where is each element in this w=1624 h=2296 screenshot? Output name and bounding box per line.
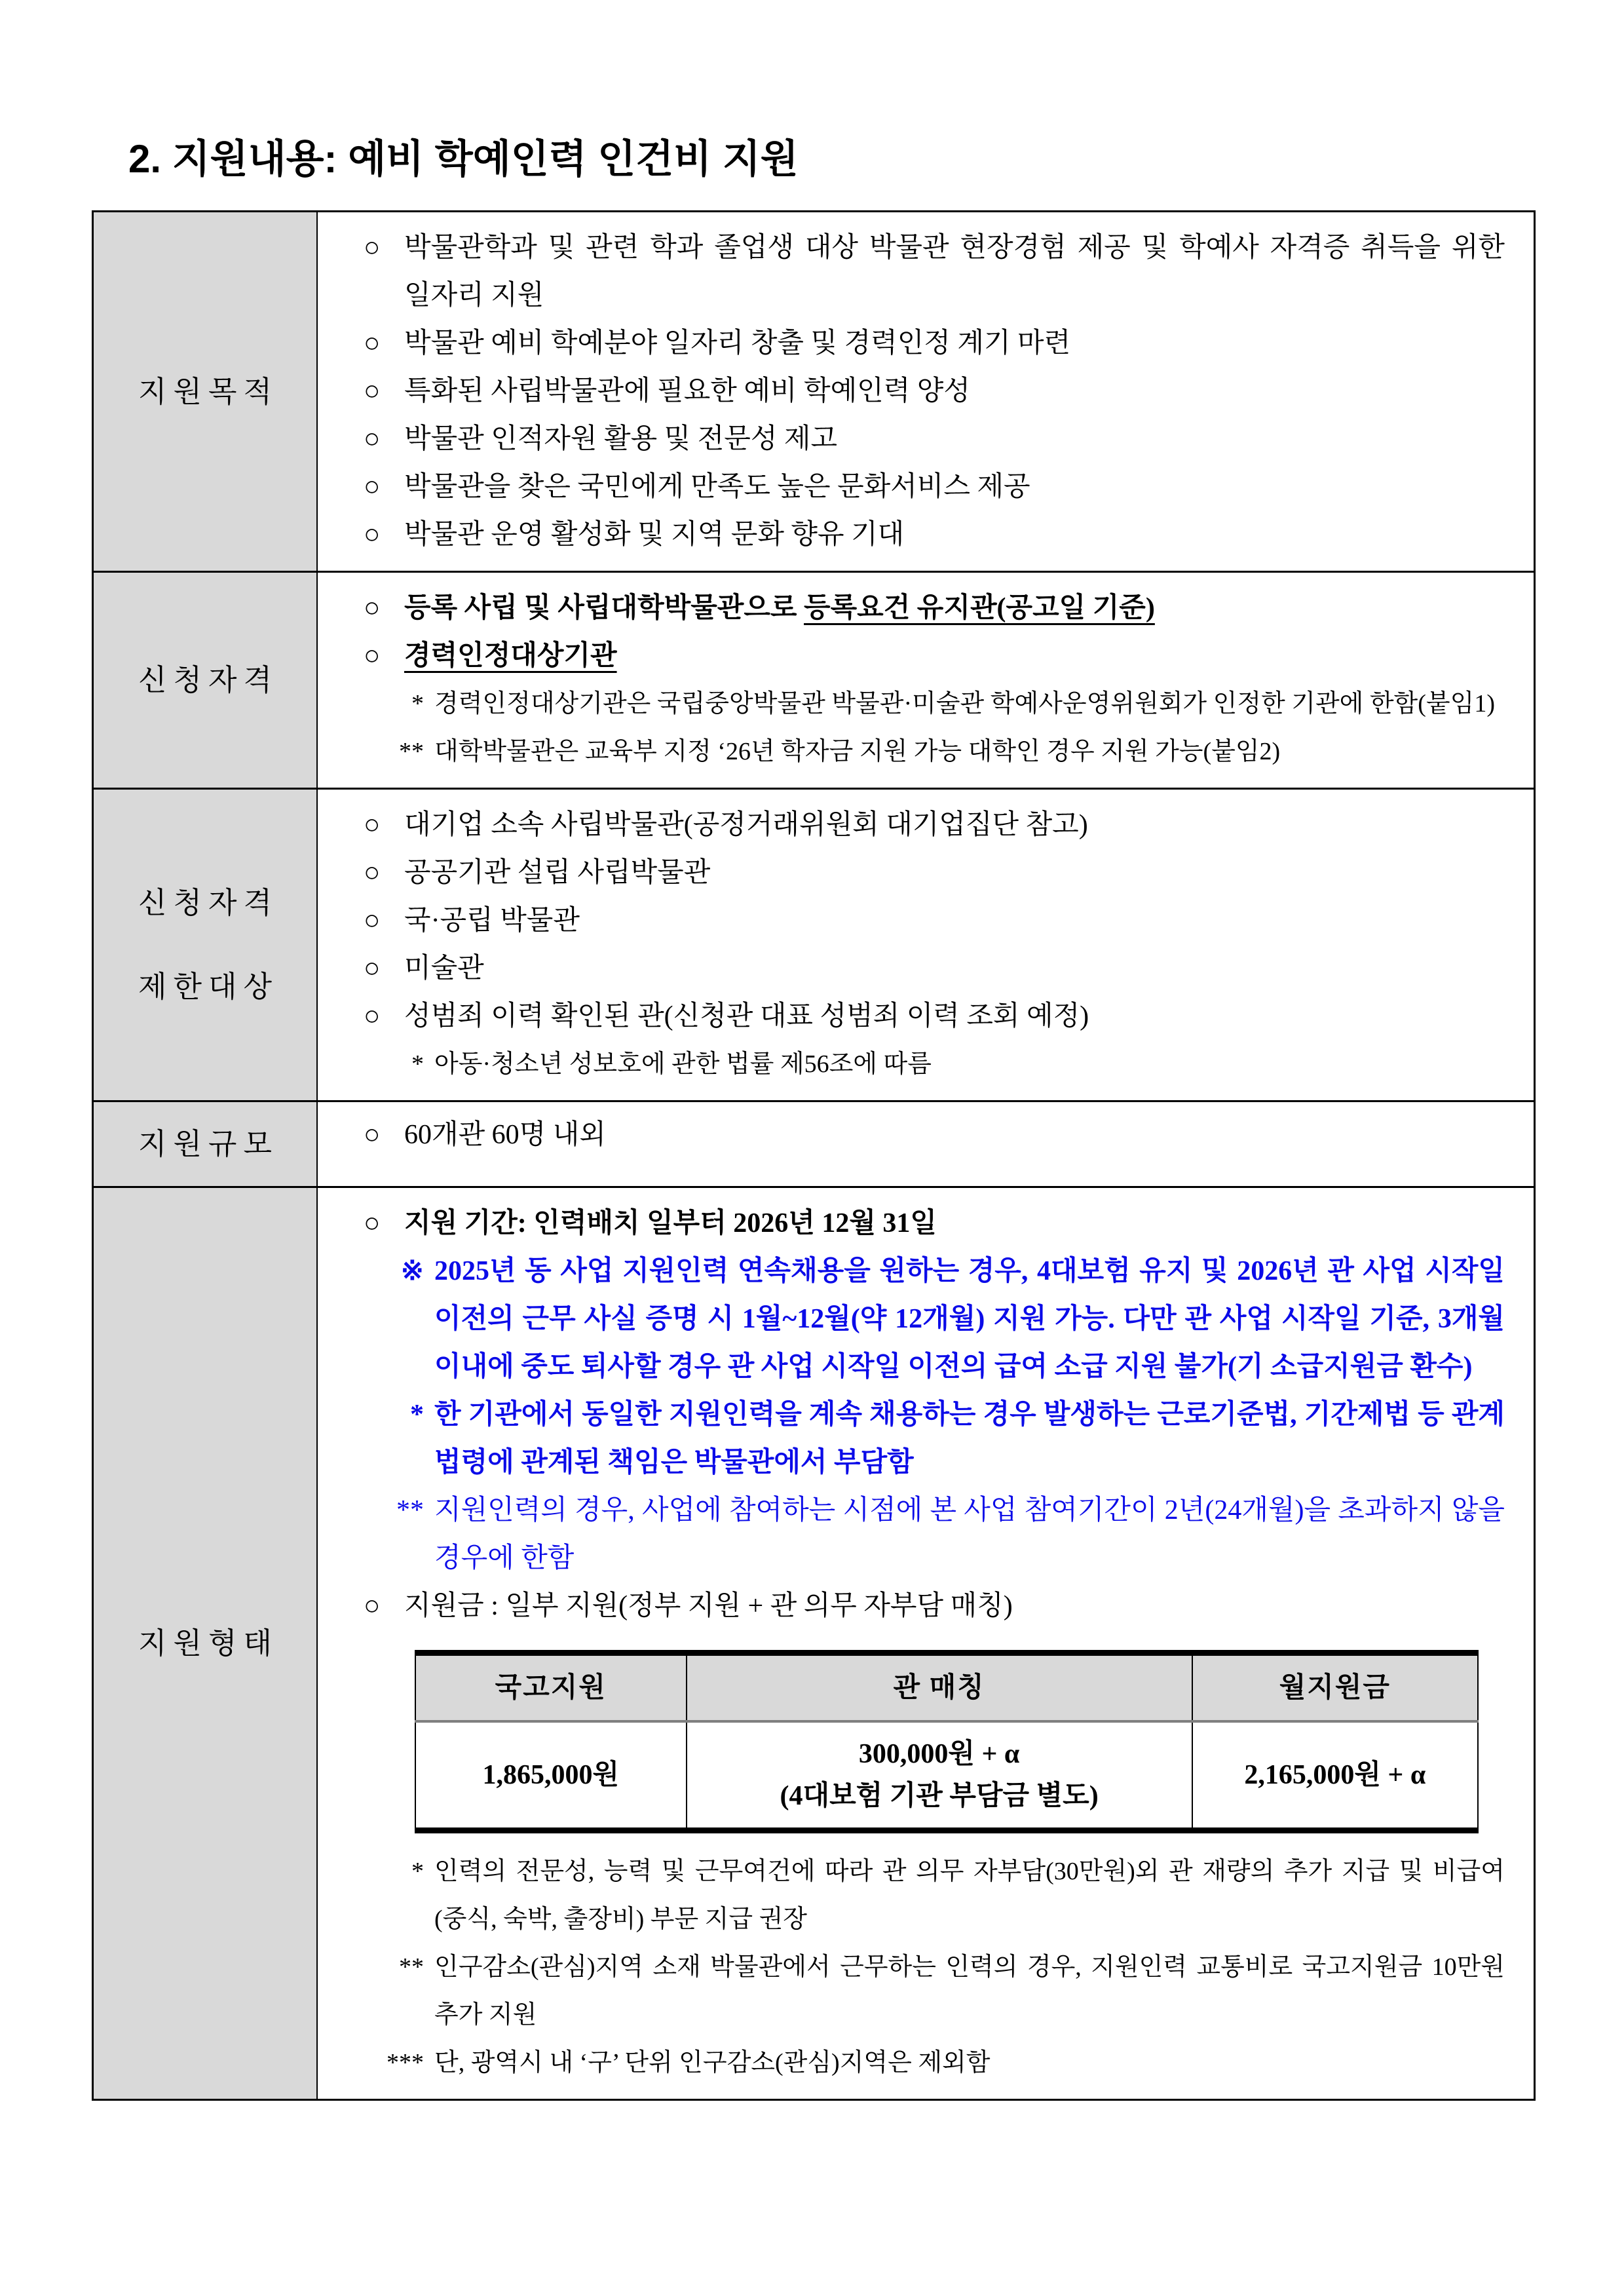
row-purpose-content xyxy=(318,212,1534,571)
list-item xyxy=(364,1200,1505,1248)
row-restriction-content xyxy=(318,790,1534,1100)
double-asterisk-marker: ** xyxy=(399,738,424,765)
asterisk-marker: * xyxy=(411,1858,424,1885)
row-restriction-label xyxy=(94,790,318,1100)
circle-bullet-marker: ○ xyxy=(364,641,381,671)
circle-bullet-marker: ○ xyxy=(364,1001,381,1031)
reference-mark: ※ xyxy=(400,1256,424,1286)
footnote-line xyxy=(364,1041,1505,1088)
asterisk-marker: * xyxy=(411,690,424,718)
matching-amount-line2: (4대보험 기관 부담금 별도) xyxy=(780,1781,1099,1811)
circle-bullet-marker: ○ xyxy=(364,953,381,984)
footnote-line xyxy=(364,2039,1505,2087)
money-table-wrapper xyxy=(415,1650,1505,1833)
list-item xyxy=(364,632,1505,680)
list-item xyxy=(364,1111,1505,1159)
list-item xyxy=(364,463,1505,511)
restriction-item-text: 대기업 소속 사립박물관(공정거래위원회 대기업집단 참고) xyxy=(404,810,1088,840)
list-item xyxy=(364,1582,1505,1630)
money-table xyxy=(415,1650,1479,1833)
footnote-line xyxy=(364,680,1505,728)
circle-bullet-marker: ○ xyxy=(364,472,381,502)
row-form-label: 지원형태 xyxy=(94,1188,318,2099)
circle-bullet-marker: ○ xyxy=(364,376,381,406)
support-info-table xyxy=(92,210,1536,2101)
circle-bullet-marker: ○ xyxy=(364,520,381,550)
purpose-item-text: 특화된 사립박물관에 필요한 예비 학예인력 양성 xyxy=(404,376,970,406)
matching-amount-line1: 300,000원 + α xyxy=(858,1739,1020,1769)
restriction-item-text: 미술관 xyxy=(404,953,484,984)
footnote-line xyxy=(364,1391,1505,1487)
footnote-line xyxy=(364,728,1505,776)
support-period-text: 지원 기간: 인력배치 일부터 2026년 12월 31일 xyxy=(404,1208,937,1238)
footnote-line xyxy=(364,1487,1505,1582)
support-money-text: 지원금 : 일부 지원(정부 지원 + 관 의무 자부담 매칭) xyxy=(404,1591,1013,1621)
double-asterisk-marker: ** xyxy=(399,1953,424,1981)
circle-bullet-marker: ○ xyxy=(364,593,381,623)
header-national-support: 국고지원 xyxy=(415,1653,687,1722)
eligibility-plain-segment: 등록 사립 및 사립대학박물관으로 xyxy=(404,593,804,623)
eligibility-underlined-segment: 등록요건 유지관(공고일 기준) xyxy=(804,593,1155,623)
reference-note-line xyxy=(364,1248,1505,1391)
header-monthly-support: 월지원금 xyxy=(1192,1653,1478,1722)
row-eligibility-label: 신청자격 xyxy=(94,573,318,788)
asterisk-marker: * xyxy=(411,1050,424,1078)
circle-bullet-marker: ○ xyxy=(364,233,381,263)
purpose-item-text: 박물관 운영 활성화 및 지역 문화 향유 기대 xyxy=(404,520,905,550)
list-item xyxy=(364,415,1505,463)
circle-bullet-marker: ○ xyxy=(364,1208,381,1238)
footnote-line xyxy=(364,1848,1505,1943)
circle-bullet-marker: ○ xyxy=(364,1120,381,1150)
purpose-item-text: 박물관 예비 학예분야 일자리 창출 및 경력인정 계기 마련 xyxy=(404,328,1071,358)
list-item xyxy=(364,993,1505,1041)
list-item xyxy=(364,801,1505,849)
list-item xyxy=(364,584,1505,632)
eligibility-item-text: 경력인정대상기관 xyxy=(404,641,617,671)
row-eligibility xyxy=(94,571,1534,788)
footnote-text: 인력의 전문성, 능력 및 근무여건에 따라 관 의무 자부담(30만원)외 관 재량의 추가 지급 및 비급여(중식, 숙박, 출장비) 부문 지급 권장 xyxy=(434,1858,1505,1933)
asterisk-marker: * xyxy=(410,1400,424,1430)
footnote-text: 한 기관에서 동일한 지원인력을 계속 채용하는 경우 발생하는 근로기준법, 기간제법 등 관계 법령에 관계된 책임은 박물관에서 부담함 xyxy=(434,1400,1505,1478)
footnote-text: 아동·청소년 성보호에 관한 법률 제56조에 따름 xyxy=(434,1050,932,1078)
footnote-text: 대학박물관은 교육부 지정 ‘26년 학자금 지원 가능 대학인 경우 지원 가능(붙임2) xyxy=(434,738,1281,765)
list-item xyxy=(364,368,1505,415)
list-item xyxy=(364,320,1505,368)
scale-item-text: 60개관 60명 내외 xyxy=(404,1120,606,1150)
circle-bullet-marker: ○ xyxy=(364,906,381,936)
restriction-item-text: 공공기관 설립 사립박물관 xyxy=(404,858,711,888)
footnote-text: 경력인정대상기관은 국립중앙박물관 박물관·미술관 학예사운영위원회가 인정한 기관에 한함(붙임1) xyxy=(434,690,1495,718)
circle-bullet-marker: ○ xyxy=(364,328,381,358)
footnote-text: 지원인력의 경우, 사업에 참여하는 시점에 본 사업 참여기간이 2년(24개월)을 초과하지 않을 경우에 한함 xyxy=(434,1495,1505,1573)
row-eligibility-content xyxy=(318,573,1534,788)
list-item xyxy=(364,945,1505,993)
row-form xyxy=(94,1186,1534,2099)
row-purpose-label: 지원목적 xyxy=(94,212,318,571)
row-scale-content xyxy=(318,1102,1534,1186)
list-item xyxy=(364,511,1505,559)
money-table-value-row xyxy=(415,1721,1478,1831)
row-purpose xyxy=(94,212,1534,571)
row-restriction-label-line2: 제한대상 xyxy=(138,970,278,1003)
list-item xyxy=(364,224,1505,320)
restriction-item-text: 성범죄 이력 확인된 관(신청관 대표 성범죄 이력 조회 예정) xyxy=(404,1001,1089,1031)
triple-asterisk-marker: *** xyxy=(387,2049,424,2076)
double-asterisk-marker: ** xyxy=(396,1495,424,1525)
row-scale xyxy=(94,1100,1534,1186)
restriction-item-text: 국·공립 박물관 xyxy=(404,906,580,936)
page-title: 2. 지원내용: 예비 학예인력 인건비 지원 xyxy=(128,137,799,181)
money-table-header-row xyxy=(415,1653,1478,1722)
reference-note-text: 2025년 동 사업 지원인력 연속채용을 원하는 경우, 4대보험 유지 및 2026년 관 사업 시작일 이전의 근무 사실 증명 시 1월~12월(약 12개월) 지원 가능. 다만 관 사업 시작일 기준, 3개월 이내에 중도 퇴사할 경우 관 사업 시작일 이전의 급여 소급 지원 불가(기 소급지원금 환수) xyxy=(434,1256,1505,1382)
circle-bullet-marker: ○ xyxy=(364,810,381,840)
row-restriction xyxy=(94,788,1534,1100)
row-form-content xyxy=(318,1188,1534,2099)
monthly-support-amount: 2,165,000원 + α xyxy=(1192,1721,1478,1831)
circle-bullet-marker: ○ xyxy=(364,1591,381,1621)
footnote-text: 단, 광역시 내 ‘구’ 단위 인구감소(관심)지역은 제외함 xyxy=(434,2049,991,2076)
list-item xyxy=(364,897,1505,945)
purpose-item-text: 박물관학과 및 관련 학과 졸업생 대상 박물관 현장경험 제공 및 학예사 자격증 취득을 위한 일자리 지원 xyxy=(404,233,1505,311)
eligibility-item-text xyxy=(404,584,1505,632)
row-scale-label: 지원규모 xyxy=(94,1102,318,1186)
purpose-item-text: 박물관을 찾은 국민에게 만족도 높은 문화서비스 제공 xyxy=(404,472,1030,502)
circle-bullet-marker: ○ xyxy=(364,858,381,888)
list-item xyxy=(364,849,1505,897)
footnote-text: 인구감소(관심)지역 소재 박물관에서 근무하는 인력의 경우, 지원인력 교통비로 국고지원금 10만원 추가 지원 xyxy=(434,1953,1505,2029)
museum-matching-amount xyxy=(687,1721,1192,1831)
footnote-line xyxy=(364,1943,1505,2039)
row-restriction-label-line1: 신청자격 xyxy=(138,887,278,919)
national-support-amount: 1,865,000원 xyxy=(482,1760,620,1790)
circle-bullet-marker: ○ xyxy=(364,424,381,454)
purpose-item-text: 박물관 인적자원 활용 및 전문성 제고 xyxy=(404,424,838,454)
header-museum-matching: 관 매칭 xyxy=(687,1653,1192,1722)
